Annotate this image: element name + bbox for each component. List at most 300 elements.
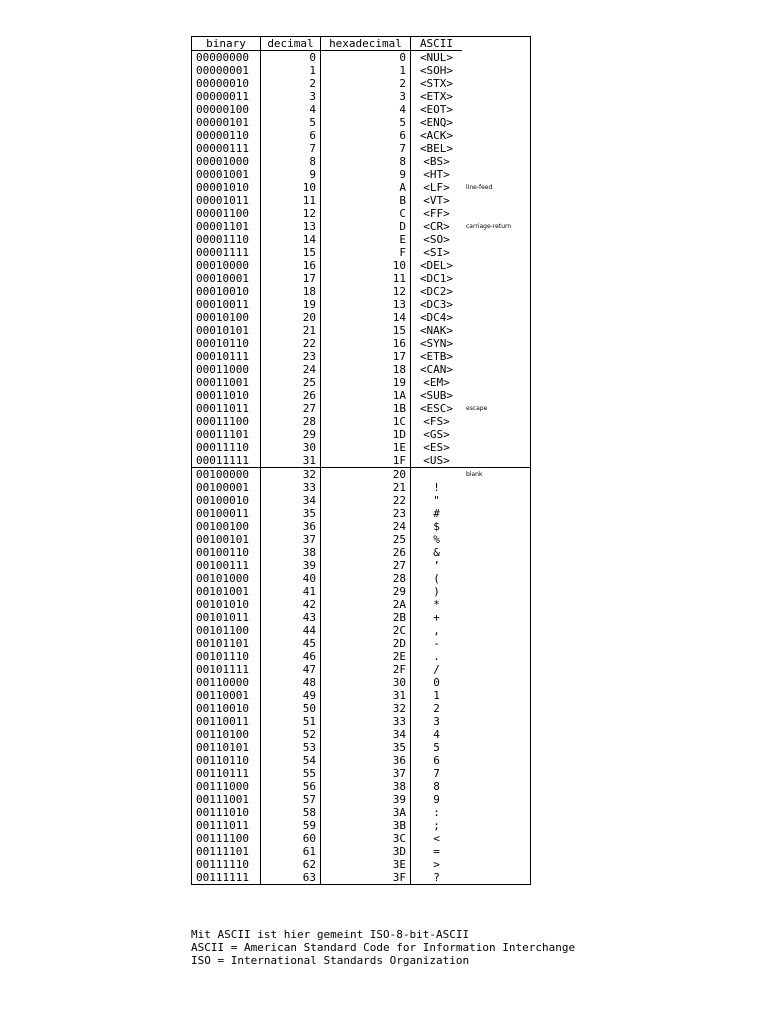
cell-ascii: $ [433, 519, 440, 533]
cell-decimal: 31 [261, 454, 321, 468]
cell-note [462, 363, 531, 376]
table-body [192, 51, 531, 885]
cell-hexadecimal: 24 [321, 520, 411, 533]
cell-binary: 00110101 [192, 741, 261, 754]
cell-hexadecimal: A [321, 181, 411, 194]
cell-decimal: 13 [261, 220, 321, 233]
cell-binary: 00010011 [192, 298, 261, 311]
cell-note [462, 858, 531, 871]
cell-decimal: 56 [261, 780, 321, 793]
cell-note [462, 441, 531, 454]
cell-decimal: 62 [261, 858, 321, 871]
cell-hexadecimal: 3D [321, 845, 411, 858]
cell-binary: 00110110 [192, 754, 261, 767]
cell-decimal: 10 [261, 181, 321, 194]
cell-decimal: 15 [261, 246, 321, 259]
cell-binary: 00100001 [192, 481, 261, 494]
cell-binary: 00010110 [192, 337, 261, 350]
cell-note [462, 337, 531, 350]
cell-note [462, 129, 531, 142]
cell-hexadecimal: 16 [321, 337, 411, 350]
cell-binary: 00111100 [192, 832, 261, 845]
cell-hexadecimal: 12 [321, 285, 411, 298]
cell-decimal: 22 [261, 337, 321, 350]
cell-hexadecimal: 3C [321, 832, 411, 845]
cell-hexadecimal: 28 [321, 572, 411, 585]
table-row [192, 311, 531, 324]
cell-decimal: 6 [261, 129, 321, 142]
cell-decimal: 52 [261, 728, 321, 741]
cell-decimal: 34 [261, 494, 321, 507]
table-row [192, 507, 531, 520]
cell-hexadecimal: 0 [321, 51, 411, 65]
cell-note [462, 155, 531, 168]
cell-binary: 00100000 [192, 468, 261, 482]
cell-ascii: : [433, 805, 440, 819]
table-row [192, 741, 531, 754]
cell-decimal: 63 [261, 871, 321, 885]
cell-hexadecimal: 14 [321, 311, 411, 324]
cell-note [462, 324, 531, 337]
cell-binary: 00011011 [192, 402, 261, 415]
cell-binary: 00101011 [192, 611, 261, 624]
cell-note [462, 77, 531, 90]
cell-hexadecimal: 29 [321, 585, 411, 598]
cell-ascii: <ACK> [419, 128, 454, 142]
cell-hexadecimal: 33 [321, 715, 411, 728]
cell-note [462, 90, 531, 103]
cell-hexadecimal: 1A [321, 389, 411, 402]
cell-binary: 00000101 [192, 116, 261, 129]
cell-hexadecimal: 3E [321, 858, 411, 871]
cell-decimal: 60 [261, 832, 321, 845]
table-row [192, 572, 531, 585]
cell-ascii: <BEL> [419, 141, 454, 155]
cell-hexadecimal: 22 [321, 494, 411, 507]
table-row [192, 220, 531, 233]
cell-binary: 00101110 [192, 650, 261, 663]
cell-hexadecimal: 38 [321, 780, 411, 793]
cell-binary: 00101001 [192, 585, 261, 598]
cell-hexadecimal: 1B [321, 402, 411, 415]
cell-note [462, 428, 531, 441]
cell-note [462, 415, 531, 428]
cell-binary: 00100110 [192, 546, 261, 559]
table-row [192, 142, 531, 155]
cell-binary: 00001110 [192, 233, 261, 246]
cell-decimal: 49 [261, 689, 321, 702]
cell-binary: 00001111 [192, 246, 261, 259]
cell-note [462, 624, 531, 637]
cell-note [462, 650, 531, 663]
cell-decimal: 9 [261, 168, 321, 181]
table-row [192, 337, 531, 350]
cell-decimal: 33 [261, 481, 321, 494]
cell-hexadecimal: 32 [321, 702, 411, 715]
table-header-row [192, 37, 531, 51]
cell-note [462, 572, 531, 585]
cell-note [462, 689, 531, 702]
cell-decimal: 28 [261, 415, 321, 428]
table-row [192, 871, 531, 885]
table-row [192, 298, 531, 311]
cell-hexadecimal: 11 [321, 272, 411, 285]
cell-note [462, 389, 531, 402]
cell-decimal: 14 [261, 233, 321, 246]
cell-ascii: / [433, 662, 440, 676]
table-row [192, 585, 531, 598]
cell-ascii: . [433, 649, 440, 663]
table-row [192, 819, 531, 832]
header-ascii: ASCII [411, 37, 463, 51]
cell-binary: 00111001 [192, 793, 261, 806]
cell-note [462, 780, 531, 793]
cell-note [462, 520, 531, 533]
cell-binary: 00101100 [192, 624, 261, 637]
cell-note [462, 533, 531, 546]
cell-ascii [411, 468, 463, 482]
cell-decimal: 5 [261, 116, 321, 129]
cell-ascii: <DEL> [419, 258, 454, 272]
table-row [192, 858, 531, 871]
cell-hexadecimal: 31 [321, 689, 411, 702]
cell-ascii: <NAK> [419, 323, 454, 337]
cell-hexadecimal: 21 [321, 481, 411, 494]
cell-hexadecimal: 18 [321, 363, 411, 376]
table-row [192, 767, 531, 780]
cell-hexadecimal: C [321, 207, 411, 220]
cell-note [462, 376, 531, 389]
cell-decimal: 38 [261, 546, 321, 559]
cell-note [462, 481, 531, 494]
cell-note [462, 676, 531, 689]
table-row [192, 559, 531, 572]
cell-ascii: ? [433, 870, 440, 884]
cell-ascii: <SI> [423, 245, 450, 259]
cell-binary: 00110011 [192, 715, 261, 728]
cell-ascii: 4 [433, 727, 440, 741]
table-row [192, 389, 531, 402]
cell-ascii: <ENQ> [419, 115, 454, 129]
cell-note [462, 298, 531, 311]
cell-hexadecimal: 17 [321, 350, 411, 363]
cell-decimal: 19 [261, 298, 321, 311]
cell-decimal: 27 [261, 402, 321, 415]
cell-binary: 00100011 [192, 507, 261, 520]
header-binary: binary [192, 37, 261, 51]
table-row [192, 806, 531, 819]
cell-binary: 00001011 [192, 194, 261, 207]
cell-decimal: 36 [261, 520, 321, 533]
cell-binary: 00000100 [192, 103, 261, 116]
cell-ascii: 7 [433, 766, 440, 780]
header-hexadecimal: hexadecimal [321, 37, 411, 51]
cell-binary: 00000001 [192, 64, 261, 77]
table-row [192, 194, 531, 207]
cell-hexadecimal: 19 [321, 376, 411, 389]
cell-decimal: 50 [261, 702, 321, 715]
cell-hexadecimal: 1D [321, 428, 411, 441]
cell-binary: 00011000 [192, 363, 261, 376]
cell-hexadecimal: B [321, 194, 411, 207]
table-row [192, 650, 531, 663]
cell-ascii: * [433, 597, 440, 611]
cell-binary: 00101111 [192, 663, 261, 676]
cell-binary: 00110010 [192, 702, 261, 715]
cell-binary: 00000111 [192, 142, 261, 155]
table-row [192, 415, 531, 428]
cell-note [462, 585, 531, 598]
cell-decimal: 1 [261, 64, 321, 77]
cell-ascii: 2 [433, 701, 440, 715]
cell-binary: 00111101 [192, 845, 261, 858]
table-row [192, 845, 531, 858]
cell-ascii: <BS> [423, 154, 450, 168]
cell-ascii: " [433, 493, 440, 507]
cell-decimal: 16 [261, 259, 321, 272]
cell-decimal: 26 [261, 389, 321, 402]
cell-hexadecimal: 27 [321, 559, 411, 572]
cell-binary: 00001100 [192, 207, 261, 220]
cell-decimal: 3 [261, 90, 321, 103]
table-row [192, 116, 531, 129]
cell-hexadecimal: 5 [321, 116, 411, 129]
cell-decimal: 39 [261, 559, 321, 572]
cell-ascii: <EOT> [419, 102, 454, 116]
cell-binary: 00111011 [192, 819, 261, 832]
table-row [192, 702, 531, 715]
cell-decimal: 53 [261, 741, 321, 754]
table-row [192, 454, 531, 468]
table-row [192, 663, 531, 676]
table-row [192, 181, 531, 194]
cell-decimal: 48 [261, 676, 321, 689]
cell-note [462, 845, 531, 858]
cell-ascii: ( [433, 571, 440, 585]
table-row [192, 611, 531, 624]
cell-decimal: 23 [261, 350, 321, 363]
cell-note [462, 806, 531, 819]
cell-hexadecimal: 34 [321, 728, 411, 741]
cell-binary: 00100010 [192, 494, 261, 507]
cell-hexadecimal: 1 [321, 64, 411, 77]
cell-hexadecimal: 2F [321, 663, 411, 676]
cell-ascii: <DC2> [419, 284, 454, 298]
cell-hexadecimal: F [321, 246, 411, 259]
footnote-block [191, 928, 575, 967]
cell-hexadecimal: 30 [321, 676, 411, 689]
cell-decimal: 2 [261, 77, 321, 90]
cell-binary: 00111010 [192, 806, 261, 819]
cell-ascii: <ESC> [419, 401, 454, 415]
footnote-line-3: ISO = International Standards Organization [191, 954, 470, 967]
cell-binary: 00010000 [192, 259, 261, 272]
cell-ascii: <DC4> [419, 310, 454, 324]
cell-note [462, 494, 531, 507]
cell-note [462, 871, 531, 885]
table-row [192, 481, 531, 494]
table-row [192, 259, 531, 272]
cell-decimal: 20 [261, 311, 321, 324]
table-row [192, 376, 531, 389]
cell-ascii: + [433, 610, 440, 624]
cell-binary: 00000011 [192, 90, 261, 103]
table-row [192, 494, 531, 507]
cell-hexadecimal: 36 [321, 754, 411, 767]
cell-note [462, 819, 531, 832]
cell-ascii: <DC1> [419, 271, 454, 285]
table-row [192, 233, 531, 246]
cell-hexadecimal: 7 [321, 142, 411, 155]
table-row [192, 51, 531, 65]
table-row [192, 754, 531, 767]
cell-decimal: 32 [261, 468, 321, 482]
cell-hexadecimal: 3 [321, 90, 411, 103]
cell-note: line-feed [466, 183, 493, 191]
cell-hexadecimal: 2 [321, 77, 411, 90]
cell-note [462, 663, 531, 676]
cell-binary: 00010001 [192, 272, 261, 285]
table-row [192, 689, 531, 702]
cell-binary: 00010101 [192, 324, 261, 337]
cell-binary: 00010111 [192, 350, 261, 363]
table-row [192, 350, 531, 363]
cell-hexadecimal: 2C [321, 624, 411, 637]
table-row [192, 272, 531, 285]
cell-note [462, 793, 531, 806]
cell-ascii: <CAN> [419, 362, 454, 376]
cell-ascii: <VT> [423, 193, 450, 207]
table-row [192, 624, 531, 637]
cell-binary: 00011010 [192, 389, 261, 402]
cell-note [462, 741, 531, 754]
cell-decimal: 21 [261, 324, 321, 337]
cell-note [462, 350, 531, 363]
table-row [192, 103, 531, 116]
cell-binary: 00111111 [192, 871, 261, 885]
cell-decimal: 25 [261, 376, 321, 389]
table-row [192, 428, 531, 441]
cell-binary: 00011110 [192, 441, 261, 454]
cell-binary: 00110001 [192, 689, 261, 702]
cell-hexadecimal: 3A [321, 806, 411, 819]
cell-hexadecimal: 15 [321, 324, 411, 337]
cell-ascii: <ETB> [419, 349, 454, 363]
cell-ascii: 0 [433, 675, 440, 689]
cell-hexadecimal: D [321, 220, 411, 233]
cell-ascii: < [433, 831, 440, 845]
table-row [192, 728, 531, 741]
cell-ascii: = [433, 844, 440, 858]
cell-binary: 00010010 [192, 285, 261, 298]
cell-decimal: 24 [261, 363, 321, 376]
header-note [462, 37, 531, 51]
cell-decimal: 12 [261, 207, 321, 220]
cell-decimal: 4 [261, 103, 321, 116]
cell-ascii: ’ [433, 558, 440, 572]
cell-decimal: 55 [261, 767, 321, 780]
cell-decimal: 11 [261, 194, 321, 207]
cell-ascii: 6 [433, 753, 440, 767]
cell-note [462, 454, 531, 468]
cell-note [462, 207, 531, 220]
cell-hexadecimal: 35 [321, 741, 411, 754]
cell-binary: 00011111 [192, 454, 261, 468]
cell-ascii: 8 [433, 779, 440, 793]
cell-hexadecimal: 1F [321, 454, 411, 468]
cell-decimal: 47 [261, 663, 321, 676]
cell-hexadecimal: 37 [321, 767, 411, 780]
cell-ascii: - [433, 636, 440, 650]
cell-ascii: <FF> [423, 206, 450, 220]
table-row [192, 90, 531, 103]
cell-hexadecimal: 1E [321, 441, 411, 454]
cell-ascii: % [433, 532, 440, 546]
cell-ascii: <NUL> [419, 50, 454, 64]
cell-ascii: <GS> [423, 427, 450, 441]
cell-binary: 00100101 [192, 533, 261, 546]
cell-ascii: 1 [433, 688, 440, 702]
table-row [192, 129, 531, 142]
cell-ascii: & [433, 545, 440, 559]
cell-ascii: <CR> [423, 219, 450, 233]
cell-note [462, 754, 531, 767]
cell-decimal: 58 [261, 806, 321, 819]
cell-ascii: <ETX> [419, 89, 454, 103]
cell-note [462, 611, 531, 624]
cell-decimal: 29 [261, 428, 321, 441]
cell-binary: 00000010 [192, 77, 261, 90]
cell-decimal: 46 [261, 650, 321, 663]
cell-ascii: # [433, 506, 440, 520]
cell-note: escape [466, 404, 488, 412]
table-row [192, 546, 531, 559]
cell-decimal: 35 [261, 507, 321, 520]
cell-decimal: 41 [261, 585, 321, 598]
cell-hexadecimal: 2D [321, 637, 411, 650]
cell-decimal: 40 [261, 572, 321, 585]
cell-binary: 00011101 [192, 428, 261, 441]
cell-binary: 00111110 [192, 858, 261, 871]
table-row [192, 533, 531, 546]
cell-note [462, 728, 531, 741]
cell-ascii: <EM> [423, 375, 450, 389]
table-row [192, 520, 531, 533]
table-row [192, 64, 531, 77]
cell-ascii: , [433, 623, 440, 637]
cell-hexadecimal: 4 [321, 103, 411, 116]
cell-note [462, 51, 531, 65]
cell-ascii: 5 [433, 740, 440, 754]
cell-note [462, 246, 531, 259]
cell-binary: 00101000 [192, 572, 261, 585]
cell-binary: 00111000 [192, 780, 261, 793]
cell-binary: 00101010 [192, 598, 261, 611]
cell-decimal: 7 [261, 142, 321, 155]
cell-decimal: 8 [261, 155, 321, 168]
cell-hexadecimal: 3F [321, 871, 411, 885]
cell-ascii: 3 [433, 714, 440, 728]
cell-hexadecimal: 3B [321, 819, 411, 832]
cell-binary: 00000110 [192, 129, 261, 142]
header-decimal: decimal [261, 37, 321, 51]
cell-note [462, 311, 531, 324]
cell-note [462, 637, 531, 650]
cell-decimal: 42 [261, 598, 321, 611]
table-row [192, 598, 531, 611]
cell-hexadecimal: 8 [321, 155, 411, 168]
cell-binary: 00000000 [192, 51, 261, 65]
